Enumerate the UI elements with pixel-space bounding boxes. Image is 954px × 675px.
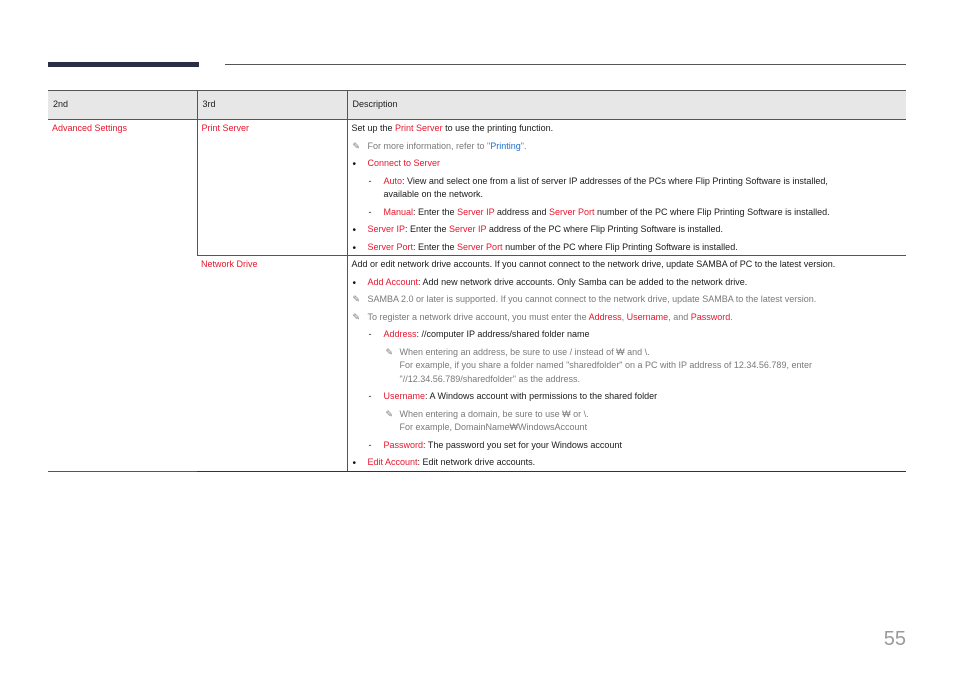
address-option: - Address: //computer IP address/shared folder name bbox=[368, 329, 590, 339]
header-2nd: 2nd bbox=[48, 91, 197, 120]
pencil-note-icon: ✎ bbox=[385, 346, 394, 357]
table-row bbox=[48, 120, 906, 256]
cell-network-drive-description bbox=[347, 256, 906, 472]
address-note: ✎ When entering an address, be sure to use / instead of ₩ and \. bbox=[352, 346, 903, 360]
page-number: 55 bbox=[883, 628, 906, 650]
settings-table bbox=[48, 90, 906, 472]
manual-option: - Manual: Enter the Server IP address and Server Port number of the PC where Flip Printing Software is installed. bbox=[368, 206, 830, 217]
connect-to-server-item: • Connect to Server bbox=[352, 157, 903, 171]
server-port-item: • Server Port: Enter the Server Port number of the PC where Flip Printing Software is installed. bbox=[352, 241, 903, 255]
note-register: ✎ To register a network drive account, you must enter the Address, Username, and Password. bbox=[352, 311, 903, 325]
edit-account-item: • Edit Account: Edit network drive accounts. bbox=[352, 456, 903, 470]
table-header-row bbox=[48, 91, 906, 120]
pencil-note-icon: ✎ bbox=[352, 294, 361, 304]
note-samba: ✎ SAMBA 2.0 or later is supported. If you cannot connect to the network drive, update SAMBA to the latest version. bbox=[352, 293, 903, 307]
menu-advanced-settings: Advanced Settings bbox=[52, 123, 128, 133]
username-note-example: For example, DomainName₩WindowsAccount bbox=[399, 422, 588, 432]
password-option: - Password: The password you set for your Windows account bbox=[368, 439, 622, 450]
cell-advanced-settings bbox=[48, 120, 197, 472]
printing-link[interactable]: Printing bbox=[490, 140, 521, 151]
menu-print-server: Print Server bbox=[201, 123, 250, 133]
header-3rd: 3rd bbox=[197, 91, 347, 120]
pencil-note-icon: ✎ bbox=[385, 408, 394, 419]
address-note-example-cont: "//12.34.56.789/sharedfolder" as the address. bbox=[399, 373, 581, 384]
cell-network-drive bbox=[197, 256, 347, 472]
server-ip-item: • Server IP: Enter the Server IP address of the PC where Flip Printing Software is installed. bbox=[352, 223, 903, 237]
network-drive-intro: Add or edit network drive accounts. If you cannot connect to the network drive, update SAMBA of PC to the latest version. bbox=[351, 259, 836, 269]
menu-network-drive: Network Drive bbox=[201, 259, 258, 269]
auto-option: - Auto: View and select one from a list of server IP addresses of the PCs where Flip Printing Software is installed, bbox=[368, 175, 828, 186]
add-account-item: • Add Account: Add new network drive accounts. Only Samba can be added to the network drive. bbox=[352, 276, 903, 290]
cell-print-server-description bbox=[347, 120, 906, 256]
auto-option-cont: available on the network. bbox=[383, 189, 484, 199]
cell-print-server bbox=[197, 120, 347, 256]
pencil-note-icon: ✎ bbox=[352, 311, 361, 322]
header-accent-bar bbox=[48, 62, 199, 67]
username-note: ✎ When entering a domain, be sure to use ₩ or \. bbox=[352, 408, 903, 422]
header-description: Description bbox=[347, 91, 906, 120]
address-note-example: For example, if you share a folder named "sharedfolder" on a PC with IP address of 12.34.56.789, enter bbox=[399, 360, 812, 370]
header-rule bbox=[225, 64, 906, 65]
print-server-intro: Set up the Print Server to use the printing function. bbox=[351, 123, 554, 133]
username-option: - Username: A Windows account with permissions to the shared folder bbox=[368, 391, 658, 401]
pencil-note-icon: ✎ bbox=[352, 140, 361, 151]
note-more-info: ✎ For more information, refer to "Printing". bbox=[352, 140, 903, 154]
